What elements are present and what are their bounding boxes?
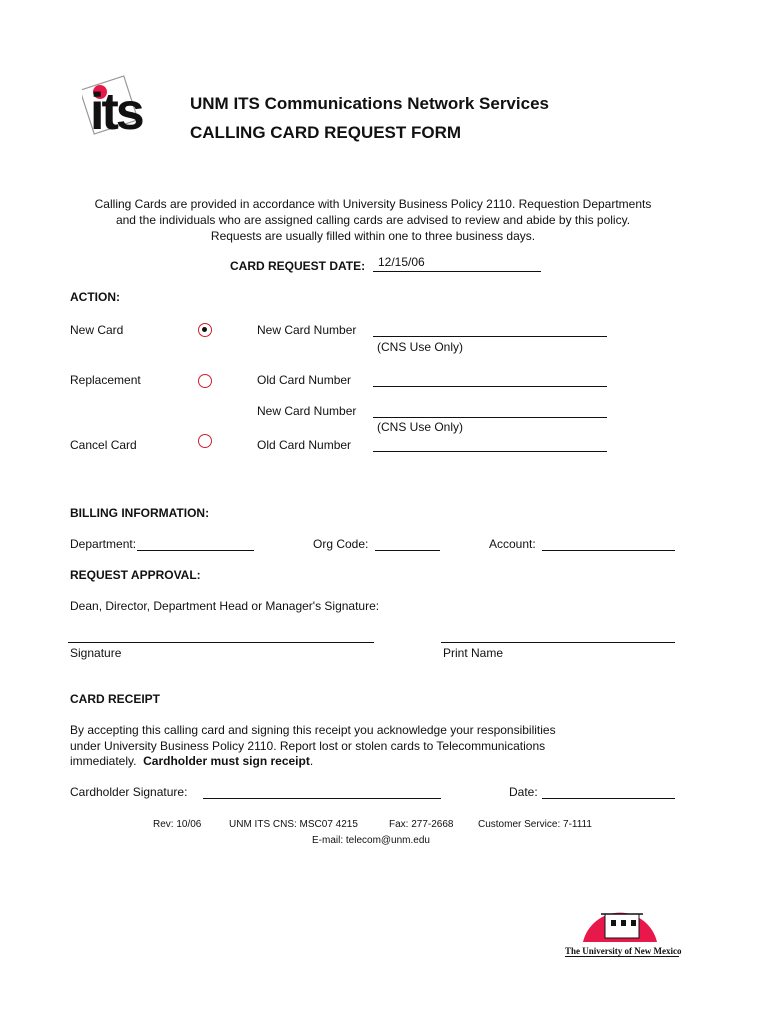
account-label: Account:	[489, 537, 536, 551]
receipt-line-end: .	[309, 754, 314, 768]
receipt-date-field[interactable]	[542, 798, 675, 799]
receipt-line: under University Business Policy 2110. Report lost or stolen cards to Telecommunications	[70, 738, 546, 753]
approval-heading: REQUEST APPROVAL:	[70, 568, 201, 582]
request-date-value[interactable]: 12/15/06	[378, 255, 425, 269]
page-title: UNM ITS Communications Network Services	[190, 94, 549, 113]
new-card-number-label: New Card Number	[257, 323, 357, 337]
footer-fax: Fax: 277-2668	[389, 819, 454, 830]
intro-text	[40, 196, 706, 244]
its-logo	[82, 70, 182, 142]
print-name-field[interactable]	[441, 642, 675, 643]
account-field[interactable]	[542, 550, 675, 551]
footer-email: E-mail: telecom@unm.edu	[312, 835, 430, 846]
org-code-label: Org Code:	[313, 537, 369, 551]
receipt-line-plain: immediately.	[70, 754, 144, 768]
replacement-new-card-label: New Card Number	[257, 404, 357, 418]
new-card-number-field[interactable]	[373, 336, 607, 337]
action-heading: ACTION:	[70, 290, 120, 304]
cancel-old-card-label: Old Card Number	[257, 438, 352, 452]
receipt-date-label: Date:	[509, 785, 538, 799]
unm-logo-text: The University of New Mexico	[565, 946, 682, 956]
replacement-radio[interactable]	[198, 374, 212, 388]
print-name-label: Print Name	[443, 646, 504, 660]
cns-use-note: (CNS Use Only)	[377, 420, 464, 434]
cardholder-signature-field[interactable]	[203, 798, 441, 799]
receipt-line	[70, 754, 556, 770]
replacement-label: Replacement	[70, 373, 141, 387]
unm-logo	[565, 892, 682, 962]
new-card-radio[interactable]	[198, 323, 212, 337]
cns-use-note: (CNS Use Only)	[377, 340, 464, 354]
billing-heading: BILLING INFORMATION:	[70, 506, 210, 520]
cancel-card-radio[interactable]	[198, 434, 212, 448]
logo-text: its	[90, 83, 142, 141]
cancel-old-card-field[interactable]	[373, 451, 607, 452]
footer-customer-service: Customer Service: 7-1111	[478, 819, 592, 830]
receipt-line-bold: Cardholder must sign receipt	[143, 754, 310, 768]
form-title: CALLING CARD REQUEST FORM	[190, 123, 462, 142]
footer-address: UNM ITS CNS: MSC07 4215	[229, 819, 358, 830]
receipt-heading: CARD RECEIPT	[70, 692, 161, 706]
replacement-old-card-field[interactable]	[373, 386, 607, 387]
signature-label: Signature	[70, 646, 122, 660]
intro-line: Requests are usually filled within one to three business days.	[210, 229, 536, 243]
receipt-text	[70, 723, 556, 770]
replacement-old-card-label: Old Card Number	[257, 373, 352, 387]
org-code-field[interactable]	[375, 550, 440, 551]
receipt-line: By accepting this calling card and signing this receipt you acknowledge your responsibilities	[70, 723, 556, 737]
request-date-label: CARD REQUEST DATE:	[230, 259, 366, 273]
intro-line: Calling Cards are provided in accordance with University Business Policy 2110. Requestion Departments	[94, 197, 652, 211]
department-label: Department:	[70, 537, 137, 551]
footer-rev: Rev: 10/06	[153, 819, 202, 830]
request-date-line	[373, 271, 541, 272]
department-field[interactable]	[137, 550, 254, 551]
replacement-new-card-field[interactable]	[373, 417, 607, 418]
new-card-label: New Card	[70, 323, 124, 337]
cardholder-signature-label: Cardholder Signature:	[70, 785, 188, 799]
cancel-card-label: Cancel Card	[70, 438, 137, 452]
approval-signature-field[interactable]	[68, 642, 374, 643]
approval-instruction: Dean, Director, Department Head or Manager's Signature:	[70, 599, 380, 613]
intro-line: and the individuals who are assigned calling cards are advised to review and abide by this policy.	[115, 213, 631, 227]
